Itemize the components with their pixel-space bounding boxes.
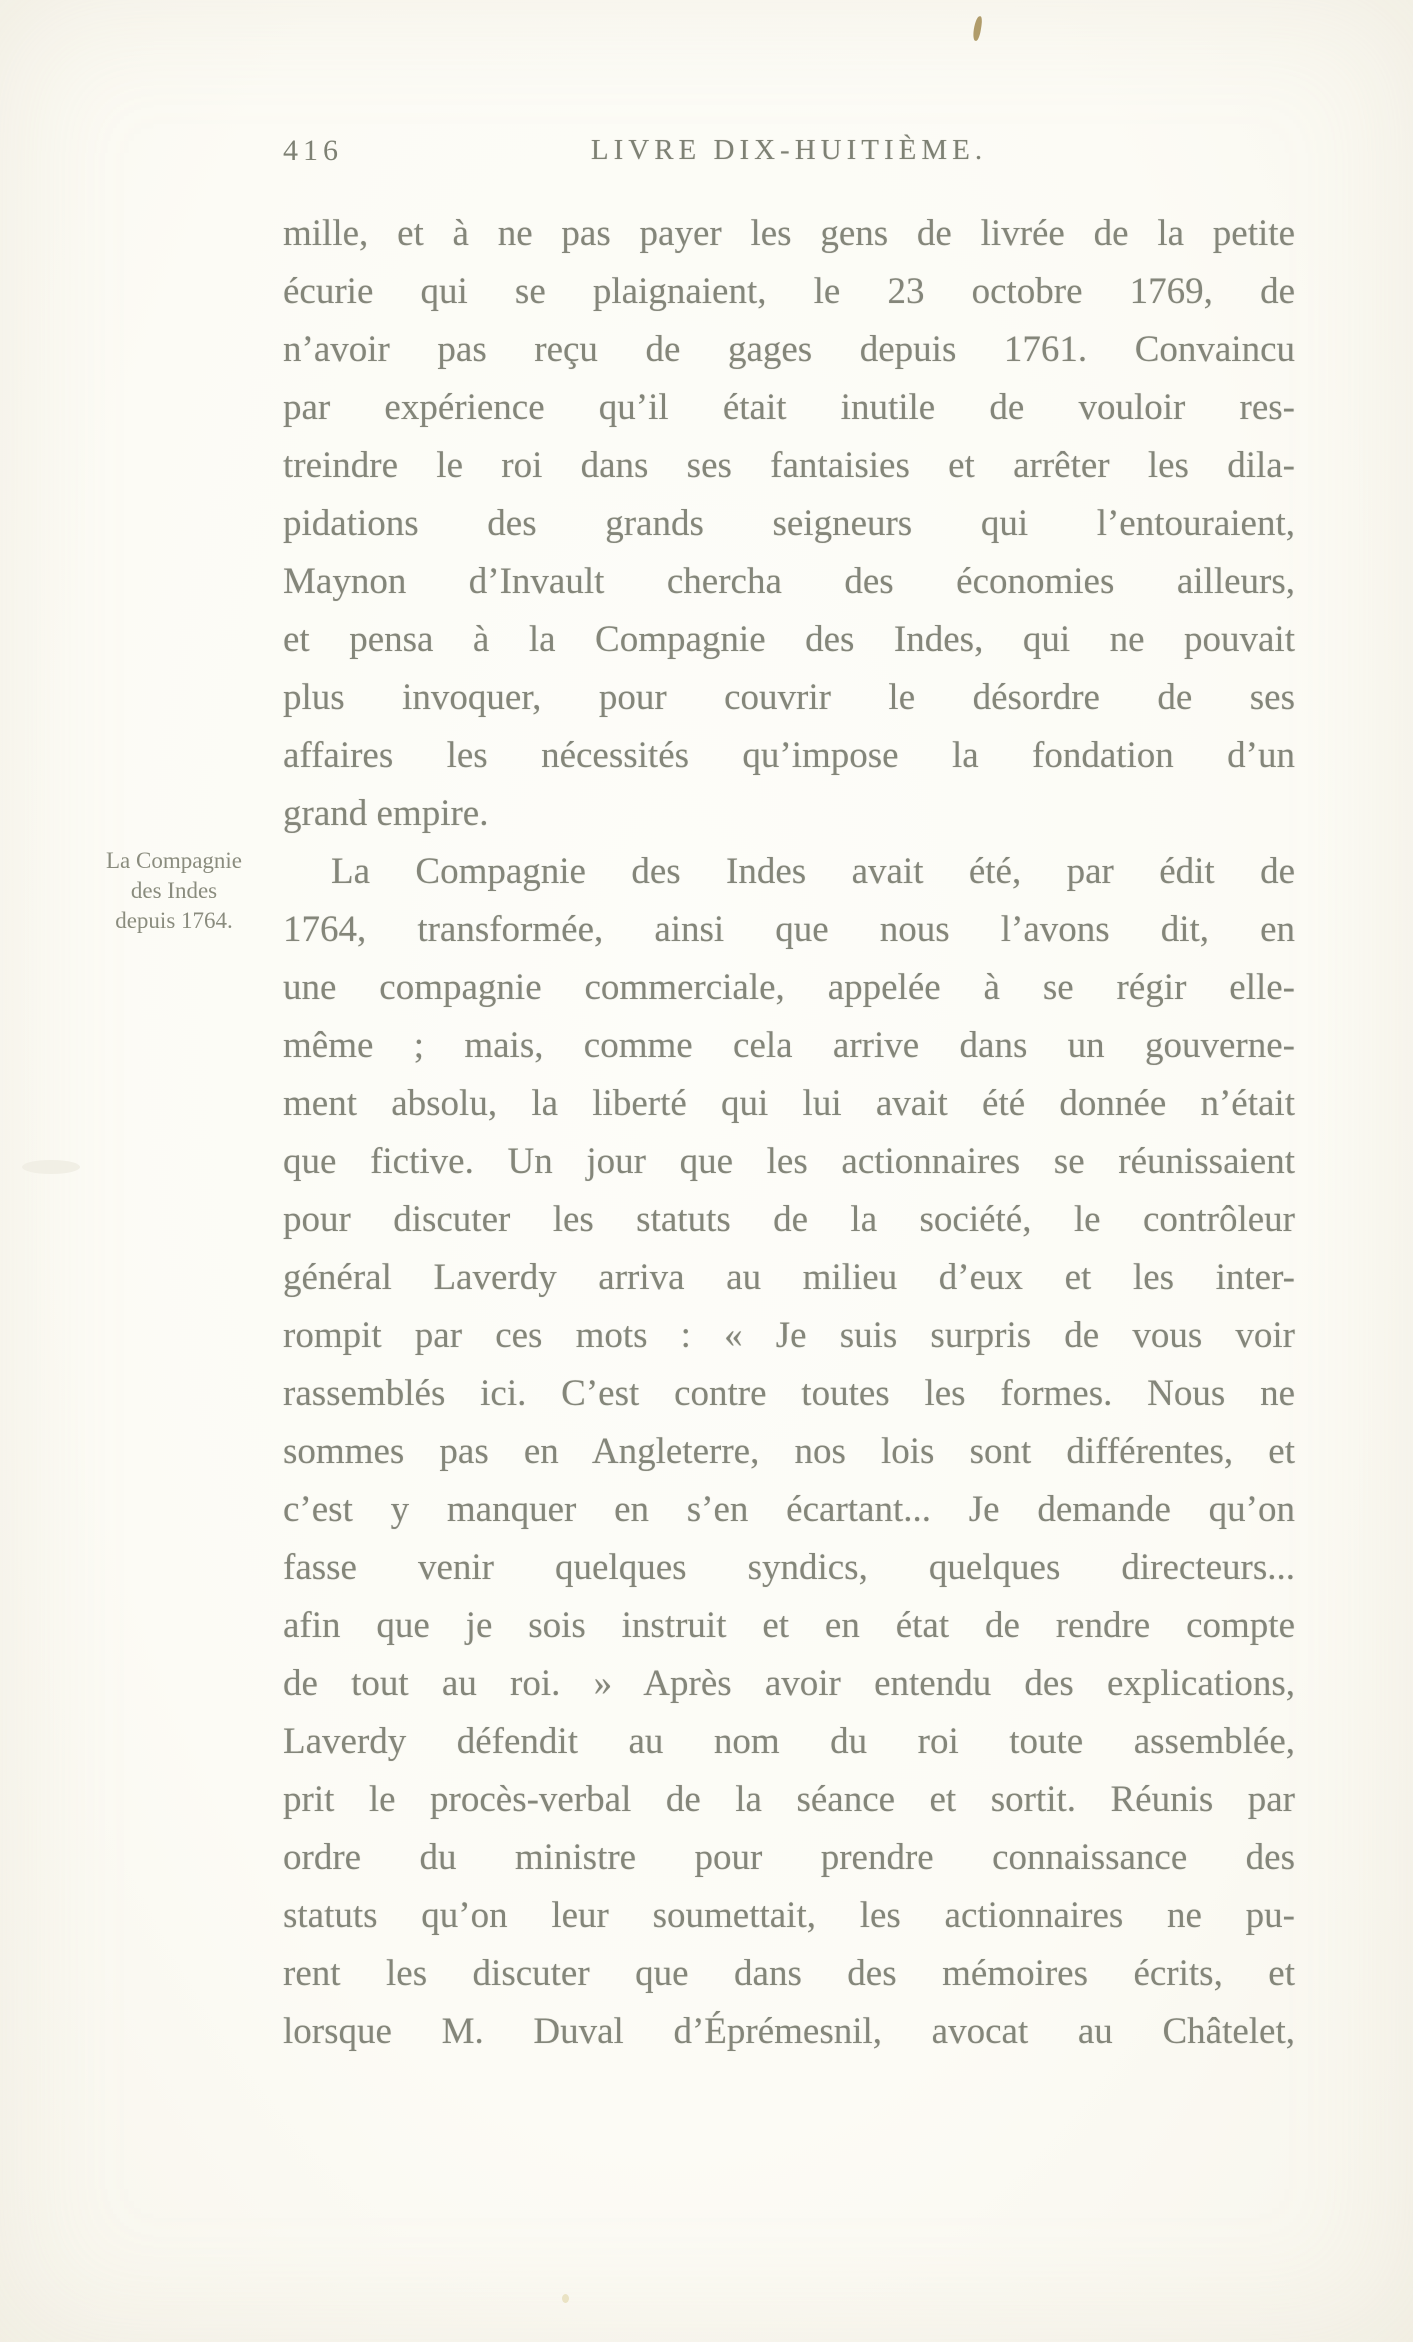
text-line: lorsque M. Duval d’Éprémesnil, avocat au Châtelet, [283,2011,1295,2052]
text-line: mille, et à ne pas payer les gens de livrée de la petite [283,213,1295,254]
text-line: c’est y manquer en s’en écartant... Je demande qu’on [283,1489,1295,1530]
text-line: grand empire. [283,793,489,834]
running-header: LIVRE DIX-HUITIÈME. [590,134,988,166]
text-line: La Compagnie des Indes avait été, par édit de [331,851,1295,892]
body-text [283,205,1295,2061]
text-line: rompit par ces mots : « Je suis surpris de vous voir [283,1315,1295,1356]
text-line: rent les discuter que dans des mémoires écrits, et [283,1953,1295,1994]
text-line: même ; mais, comme cela arrive dans un gouverne- [283,1025,1295,1066]
margin-note-line: depuis 1764. [115,908,233,933]
text-line: une compagnie commerciale, appelée à se régir elle- [283,967,1295,1008]
text-line: et pensa à la Compagnie des Indes, qui ne pouvait [283,619,1295,660]
text-line: 1764, transformée, ainsi que nous l’avons dit, en [283,909,1295,950]
paper-smudge [22,1160,80,1174]
text-line: général Laverdy arriva au milieu d’eux et les inter- [283,1257,1295,1298]
text-line: affaires les nécessités qu’impose la fondation d’un [283,735,1295,776]
margin-note-line: La Compagnie [105,848,243,873]
text-line: fasse venir quelques syndics, quelques directeurs... [283,1547,1295,1588]
text-line: que fictive. Un jour que les actionnaires se réunissaient [283,1141,1295,1182]
text-line: rassemblés ici. C’est contre toutes les formes. Nous ne [283,1373,1295,1414]
text-line: de tout au roi. » Après avoir entendu des explications, [283,1663,1295,1704]
text-line: prit le procès-verbal de la séance et sortit. Réunis par [283,1779,1295,1820]
margin-note [76,846,272,936]
text-line: plus invoquer, pour couvrir le désordre de ses [283,677,1295,718]
text-line: écurie qui se plaignaient, le 23 octobre 1769, de [283,271,1295,312]
text-line: statuts qu’on leur soumettait, les actionnaires ne pu- [283,1895,1295,1936]
margin-note-line: des Indes [130,878,218,903]
text-line: pidations des grands seigneurs qui l’entouraient, [283,503,1295,544]
text-line: sommes pas en Angleterre, nos lois sont différentes, et [283,1431,1295,1472]
paper-dot [562,2294,569,2303]
text-line: ment absolu, la liberté qui lui avait été donnée n’était [283,1083,1295,1124]
text-line: par expérience qu’il était inutile de vouloir res- [283,387,1295,428]
ink-speck-mark [972,16,983,42]
text-line: ordre du ministre pour prendre connaissance des [283,1837,1295,1878]
text-line: n’avoir pas reçu de gages depuis 1761. Convaincu [283,329,1295,370]
text-line: pour discuter les statuts de la société, le contrôleur [283,1199,1295,1240]
text-line: Maynon d’Invault chercha des économies ailleurs, [283,561,1295,602]
text-line: treindre le roi dans ses fantaisies et arrêter les dila- [283,445,1295,486]
text-line: Laverdy défendit au nom du roi toute assemblée, [283,1721,1295,1762]
page-number: 416 [283,134,343,167]
text-line: afin que je sois instruit et en état de rendre compte [283,1605,1295,1646]
